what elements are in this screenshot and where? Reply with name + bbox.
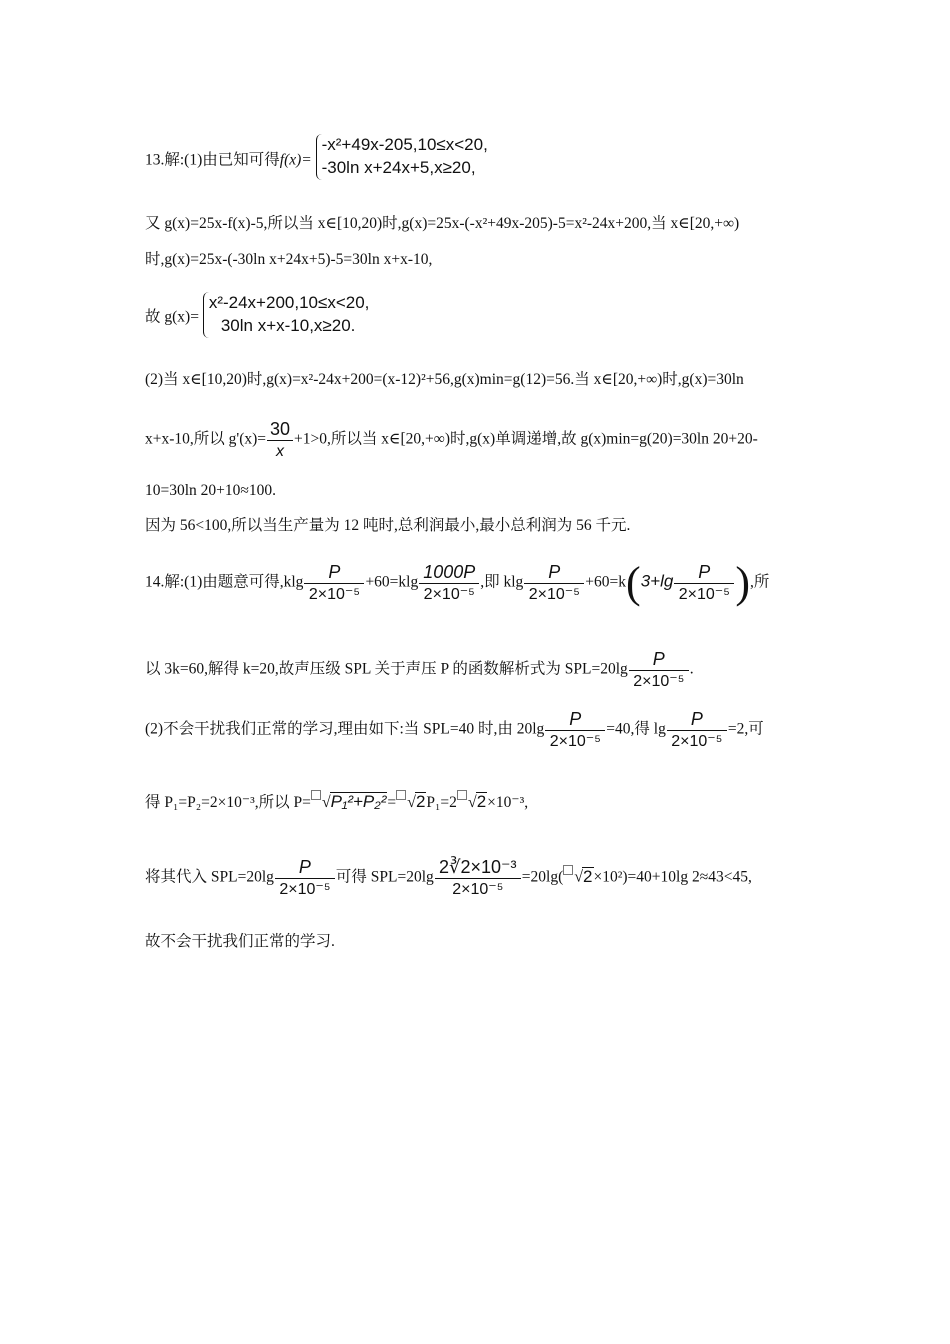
frac-1000p-num: 1000P (419, 563, 479, 584)
p14-p-values: 得 P₁=P₂=2×10⁻³,所以 P= (145, 794, 311, 811)
p14-eq11: =20lg( (521, 868, 564, 886)
p14-eq4: ,所 (749, 573, 770, 591)
p13-intro: 13.解:(1)由已知可得 (145, 151, 280, 169)
frac-p-7 (275, 858, 335, 898)
p13-part2-line1: (2)当 x∈[10,20)时,g(x)=x²-24x+200=(x-12)²+56,g(x)min=g(12)=56.当 x∈[20,+∞)时,g(x)=30ln (145, 371, 744, 388)
frac-p-5 (545, 710, 605, 750)
right-paren: ) (735, 558, 750, 607)
radical-sign-icon-4: √ (574, 868, 584, 886)
p14-eq9: ×10⁻³, (487, 794, 529, 811)
p13-line2: 又 g(x)=25x-f(x)-5,所以当 x∈[10,20)时,g(x)=25x-(-x²+49x-205)-5=x²-24x+200,当 x∈[20,+∞) (145, 215, 740, 232)
p14-line1 (145, 558, 770, 607)
p13-part2-a: x+x-10,所以 g'(x)= (145, 430, 267, 448)
derivative-fraction (267, 420, 293, 460)
frac-num: 30 (267, 420, 293, 441)
frac-p-3-den: 2×10⁻⁵ (678, 586, 730, 603)
radical-sign-icon-3: √ (467, 794, 477, 811)
piecewise-f (316, 134, 488, 180)
p13-g-def (145, 293, 370, 338)
radical-sign-icon-2: √ (407, 794, 416, 811)
p14-eq6: =2,可 (727, 720, 764, 738)
p14-eq12: ×10²)=40+10lg 2≈43<45, (593, 868, 752, 886)
frac-p-3-num: P (674, 563, 734, 584)
p14-substitute: 将其代入 SPL=20lg (145, 868, 274, 886)
cube-root-index-icon-3 (457, 790, 467, 800)
p14-eq1: +60=klg (365, 573, 419, 591)
p14-line2 (145, 650, 694, 690)
frac-p-4-den: 2×10⁻⁵ (633, 673, 685, 690)
g-prefix: 故 g(x)= (145, 308, 199, 326)
p13-conclusion: 因为 56<100,所以当生产量为 12 吨时,总利润最小,最小总利润为 56 千元. (145, 517, 631, 534)
p13-line1 (145, 135, 488, 180)
p14-line4 (145, 790, 528, 811)
p13-part2-line2 (145, 420, 758, 460)
p13-part2-b: +1>0,所以当 x∈[20,+∞)时,g(x)单调递增,故 g(x)min=g(20)=30ln 20+20- (294, 430, 758, 448)
frac-1000p (419, 563, 479, 603)
frac-p-2-den: 2×10⁻⁵ (528, 586, 580, 603)
frac-p-1-den: 2×10⁻⁵ (308, 586, 360, 603)
g-case-1: x²-24x+200,10≤x<20, (208, 293, 370, 312)
frac-p-5-num: P (545, 710, 605, 731)
three-lg: 3+lg (640, 571, 674, 591)
frac-1000p-den: 2×10⁻⁵ (423, 586, 475, 603)
p14-line3 (145, 710, 764, 750)
frac-cbrt (435, 858, 521, 898)
radical-sign-icon: √ (321, 794, 331, 811)
frac-cbrt-num: 2∛2×10⁻³ (435, 858, 521, 879)
p13-part2-line3: 10=30ln 20+10≈100. (145, 482, 277, 499)
p14-eq3: +60=k (585, 573, 627, 591)
piecewise-g (203, 292, 370, 338)
radicand-2c: 2 (583, 866, 593, 886)
p14-eq10: 可得 SPL=20lg (335, 868, 434, 886)
frac-p-6-den: 2×10⁻⁵ (671, 733, 723, 750)
frac-p-1-num: P (304, 563, 364, 584)
radicand-2b: 2 (476, 792, 487, 811)
f-case-2: -30ln x+24x+5,x≥20, (321, 157, 476, 177)
frac-p-7-den: 2×10⁻⁵ (279, 881, 331, 898)
frac-p-2 (524, 563, 584, 603)
frac-p-6-num: P (667, 710, 727, 731)
p14-period: . (689, 660, 694, 678)
radicand-2: 2 (415, 792, 426, 811)
g-case-2: 30ln x+x-10,x≥20. (220, 315, 356, 335)
p14-eq7: = (387, 794, 397, 811)
frac-p-3 (674, 563, 734, 603)
frac-p-4-num: P (629, 650, 689, 671)
f-case-1: -x²+49x-205,10≤x<20, (321, 135, 488, 154)
cube-root-index-icon (311, 790, 321, 800)
cube-root-index-icon-2 (396, 790, 406, 800)
p14-eq8: P₁=2 (426, 794, 457, 811)
frac-cbrt-den: 2×10⁻⁵ (452, 881, 504, 898)
frac-p-2-num: P (524, 563, 584, 584)
frac-den: x (276, 443, 285, 460)
p13-line3: 时,g(x)=25x-(-30ln x+24x+5)-5=30ln x+x-10, (145, 251, 433, 268)
frac-p-1 (304, 563, 364, 603)
cube-root-index-icon-4 (563, 865, 573, 875)
frac-p-5-den: 2×10⁻⁵ (549, 733, 601, 750)
frac-p-4 (629, 650, 689, 690)
p14-eq5: =40,得 lg (606, 720, 666, 738)
frac-p-7-num: P (275, 858, 335, 879)
frac-p-6 (667, 710, 727, 750)
p14-spl-def: 以 3k=60,解得 k=20,故声压级 SPL 关于声压 P 的函数解析式为 SPL=20lg (145, 660, 628, 678)
p14-intro: 14.解:(1)由题意可得,klg (145, 573, 304, 591)
p14-part2-intro: (2)不会干扰我们正常的学习,理由如下:当 SPL=40 时,由 20lg (145, 720, 545, 738)
p13-fx: f(x)= (279, 151, 312, 169)
p14-eq2: ,即 klg (480, 573, 524, 591)
left-paren: ( (626, 558, 641, 607)
radicand-p-sum: P₁²+P₂² (330, 792, 387, 811)
p14-line5 (145, 858, 752, 898)
p14-final: 故不会干扰我们正常的学习. (145, 933, 335, 950)
